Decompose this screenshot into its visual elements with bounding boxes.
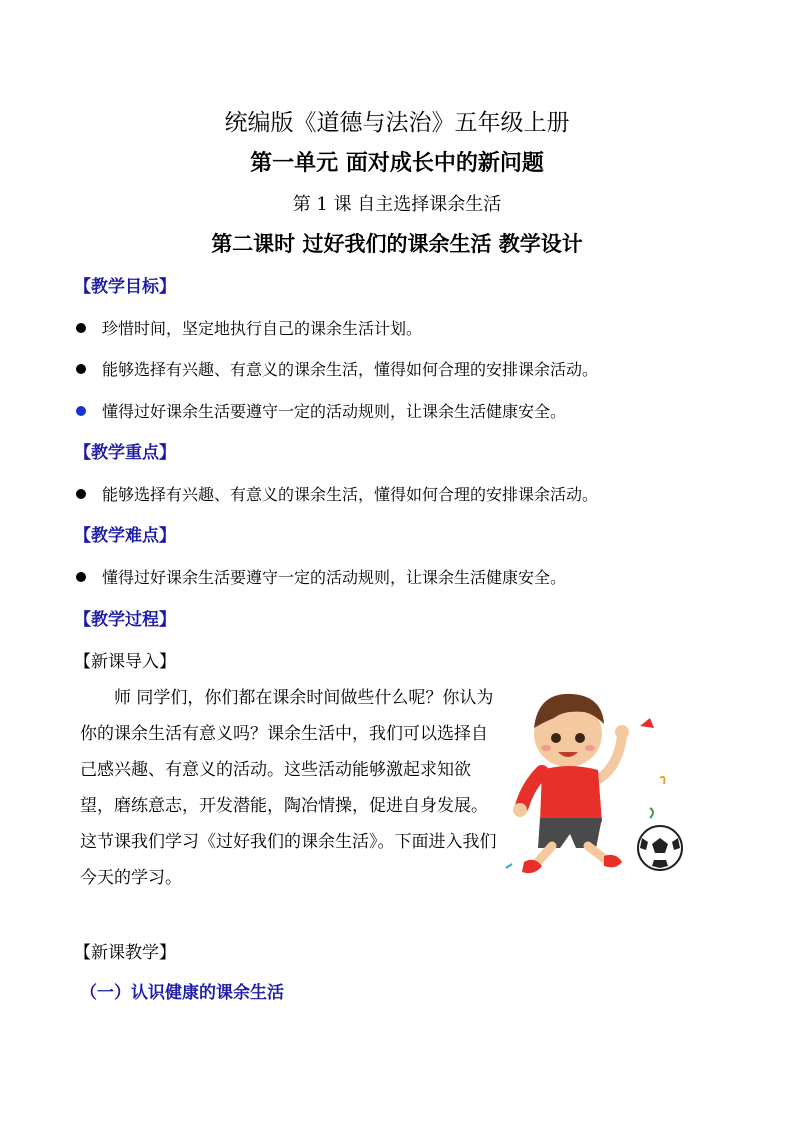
objectives-heading: 【教学目标】 <box>74 277 176 297</box>
boy-soccer-illustration <box>500 668 700 883</box>
bullet-dot-icon <box>76 364 86 374</box>
unit-title: 第一单元 面对成长中的新问题 <box>250 151 544 176</box>
teaching-heading: 【新课教学】 <box>74 943 176 963</box>
document-title: 统编版《道德与法治》五年级上册 <box>224 110 570 136</box>
intro-heading: 【新课导入】 <box>74 652 176 672</box>
process-heading: 【教学过程】 <box>74 610 176 630</box>
bullet-dot-icon <box>76 323 86 333</box>
difficulty-item: 懂得过好课余生活要遵守一定的活动规则，让课余生活健康安全。 <box>76 565 566 588</box>
bullet-dot-icon <box>76 572 86 582</box>
lesson-title: 第 1 课 自主选择课余生活 <box>292 194 502 215</box>
section-1-heading: （一）认识健康的课余生活 <box>80 983 284 1003</box>
key-points-heading: 【教学重点】 <box>74 443 176 463</box>
key-point-item: 能够选择有兴趣、有意义的课余生活，懂得如何合理的安排课余活动。 <box>76 482 598 505</box>
bullet-dot-icon <box>76 406 86 416</box>
objective-item: 能够选择有兴趣、有意义的课余生活，懂得如何合理的安排课余活动。 <box>76 357 598 380</box>
intro-paragraph: 师 同学们，你们都在课余时间做些什么呢？你认为你的课余生活有意义吗？课余生活中，我们可以选择自己感兴趣、有意义的活动。这些活动能够激起求知欲望，磨练意志，开发潜能，陶冶情操，促进自身发展。这节课我们学习《过好我们的课余生活》。下面进入我们今天的学习。 <box>80 688 497 888</box>
bullet-dot-icon <box>76 489 86 499</box>
objective-item: 珍惜时间，坚定地执行自己的课余生活计划。 <box>76 316 422 339</box>
objective-item: 懂得过好课余生活要遵守一定的活动规则，让课余生活健康安全。 <box>76 399 566 422</box>
difficulties-heading: 【教学难点】 <box>74 526 176 546</box>
period-title: 第二课时 过好我们的课余生活 教学设计 <box>211 231 583 256</box>
